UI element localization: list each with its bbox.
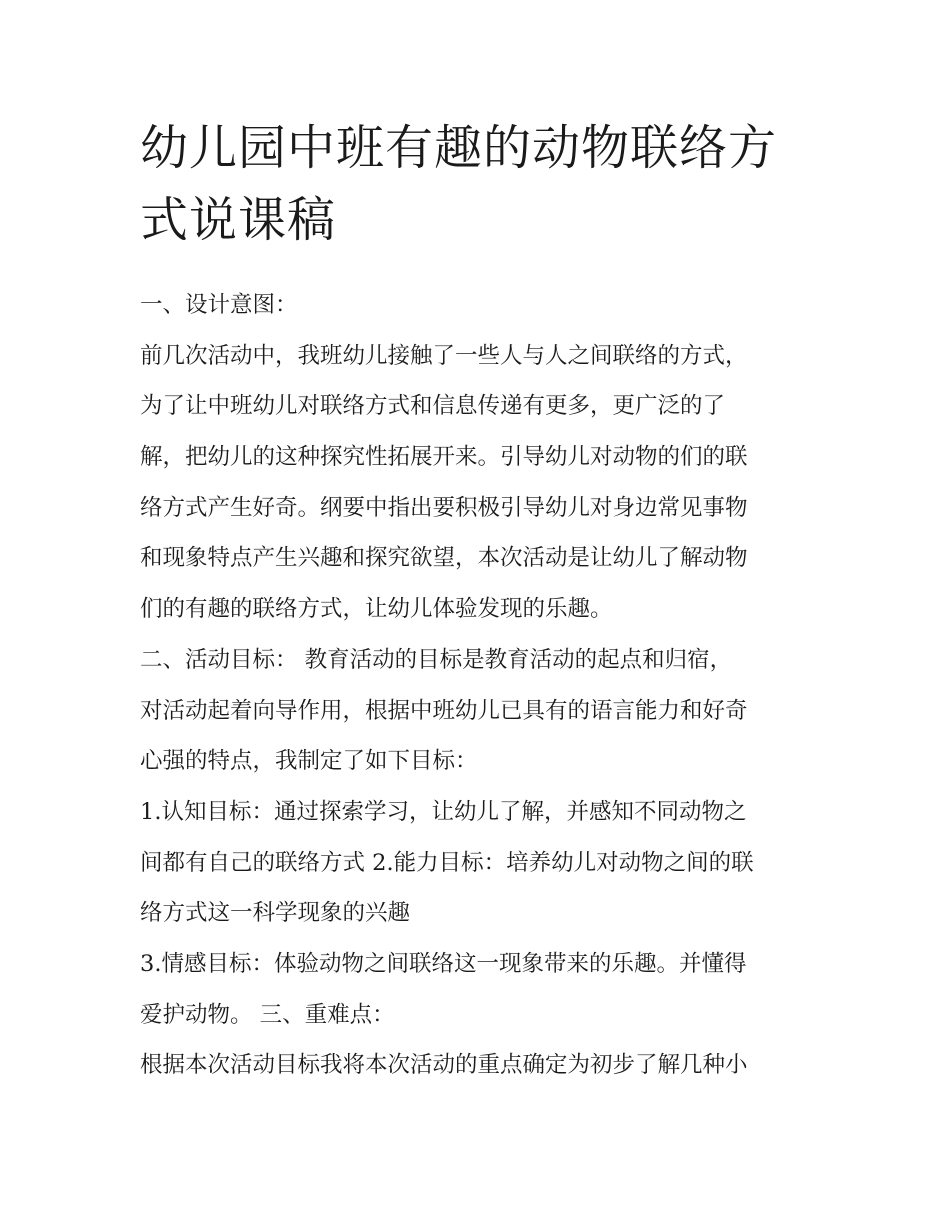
paragraph-line: 们的有趣的联络方式，让幼儿体验发现的乐趣。: [140, 596, 613, 623]
section-heading-key-points: 爱护动物。 三、重难点：: [140, 1001, 395, 1028]
document-body: [140, 280, 820, 1091]
section-heading-activity-goals: 二、活动目标： 教育活动的目标是教育活动的起点和归宿，: [140, 646, 733, 673]
paragraph-line: 心强的特点，我制定了如下目标：: [140, 748, 478, 775]
paragraph-line: 对活动起着向导作用，根据中班幼儿已具有的语言能力和好奇: [140, 697, 748, 724]
title-line-1: 幼儿园中班有趣的动物联络方: [140, 120, 778, 176]
goal-item-line: 络方式这一科学现象的兴趣: [140, 900, 411, 927]
goal-item-line: 3.情感目标：体验动物之间联络这一现象带来的乐趣。并懂得: [140, 950, 747, 977]
section-heading-design-intent: 一、设计意图：: [140, 292, 298, 318]
paragraph-line: 前几次活动中，我班幼儿接触了一些人与人之间联络的方式，: [140, 342, 748, 369]
goal-item-line: 1.认知目标：通过探索学习，让幼儿了解，并感知不同动物之: [140, 798, 747, 825]
paragraph-line: 和现象特点产生兴趣和探究欲望，本次活动是让幼儿了解动物: [140, 545, 748, 572]
paragraph-line: 为了让中班幼儿对联络方式和信息传递有更多，更广泛的了: [140, 393, 726, 420]
document-title: [140, 112, 820, 256]
goal-item-line: 间都有自己的联络方式 2.能力目标：培养幼儿对动物之间的联: [140, 849, 754, 876]
title-line-2: 式说课稿: [140, 192, 337, 248]
paragraph-line: 解，把幼儿的这种探究性拓展开来。引导幼儿对动物的们的联: [140, 444, 748, 471]
paragraph-line: 根据本次活动目标我将本次活动的重点确定为初步了解几种小: [140, 1052, 748, 1079]
paragraph-line: 络方式产生好奇。纲要中指出要积极引导幼儿对身边常见事物: [140, 494, 748, 521]
